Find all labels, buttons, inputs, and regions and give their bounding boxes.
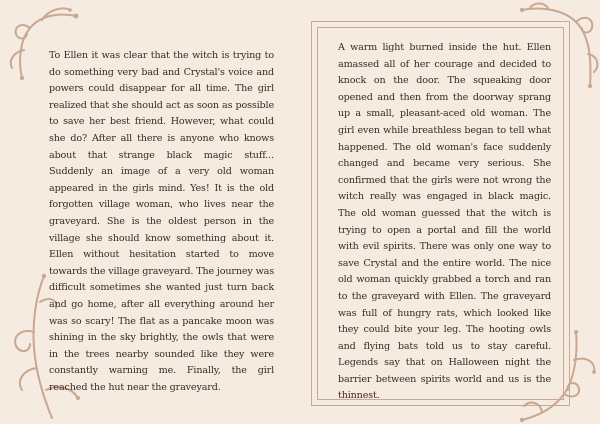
flourish-top-right-ornament [518,0,600,90]
left-page-paragraph: To Ellen it was clear that the witch is trying to do something very bad and Crystal's voice and powers could disappear for all time. The girl realized that she should act as soon as possible to save her best friend. However, what could she do? After all there is anyone who knows about that strange black magic stuff... Suddenly an image of a very old woman appeared in the girls mind. Yes! It is the old forgotten village woman, who lives near the graveyard. She is the oldest person in the village she should know something about it. Ellen without hesitation started to move towards the village graveyard. The journey was difficult sometimes she wanted just turn back and go home, after all everything around her was so scary! The flat as a pancake moon was shining in the sky brightly, the owls that were in the trees nearby sounded like they were constantly warning me. Finally, the girl reached the hut near the graveyard. [49,50,274,393]
flourish-bottom-right-ornament [520,330,600,424]
right-page-paragraph: A warm light burned inside the hut. Ellen amassed all of her courage and decided to knock on the door. The squeaking door opened and then from the doorway sprang up a small, pleasant-aced old woman. The girl even while breathless began to tell what happened. The old woman's face suddenly changed and became very serious. She confirmed that the girls were not wrong the witch really was engaged in black magic. The old woman guessed that the witch is trying to open a portal and fill the world with evil spirits. There was only one way to save Crystal and the entire world. The nice old woman quickly grabbed a torch and ran to the graveyard with Ellen. The graveyard was full of hungry rats, which looked like they could bite your leg. The hooting owls and flying bats told us to stay careful. Legends say that on Halloween night the barrier between spirits world and us is the thinnest. [338,42,551,402]
